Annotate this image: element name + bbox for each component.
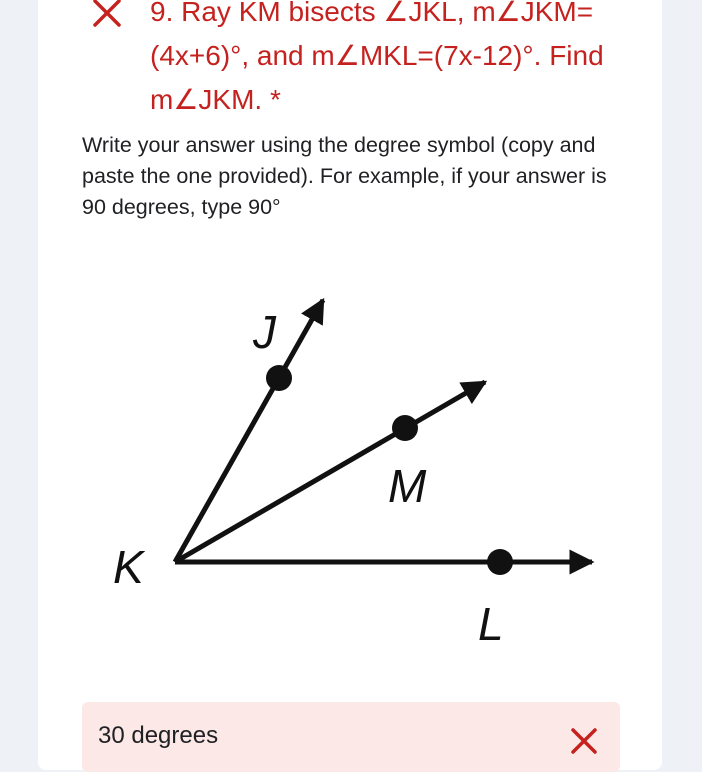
incorrect-x-icon — [91, 0, 123, 29]
point-m — [392, 415, 418, 441]
ray-km — [175, 382, 485, 562]
incorrect-x-icon — [569, 726, 599, 756]
question-instructions: Write your answer using the degree symbol (copy and paste the one provided). For example, if your answer is 90 degrees, type 90° — [82, 133, 607, 219]
answer-value: 30 degrees — [98, 722, 219, 749]
label-m: M — [388, 460, 427, 512]
point-l — [487, 549, 513, 575]
label-j: J — [253, 306, 276, 358]
label-l: L — [478, 598, 504, 650]
point-j — [266, 365, 292, 391]
angle-diagram — [95, 280, 615, 680]
question-title: 9. Ray KM bisects ∠JKL, m∠JKM=(4x+6)°, and m∠MKL=(7x-12)°. Find m∠JKM. * — [150, 0, 604, 115]
answer-response-box — [82, 702, 620, 772]
ray-kj — [175, 300, 323, 562]
label-k: K — [113, 541, 144, 593]
